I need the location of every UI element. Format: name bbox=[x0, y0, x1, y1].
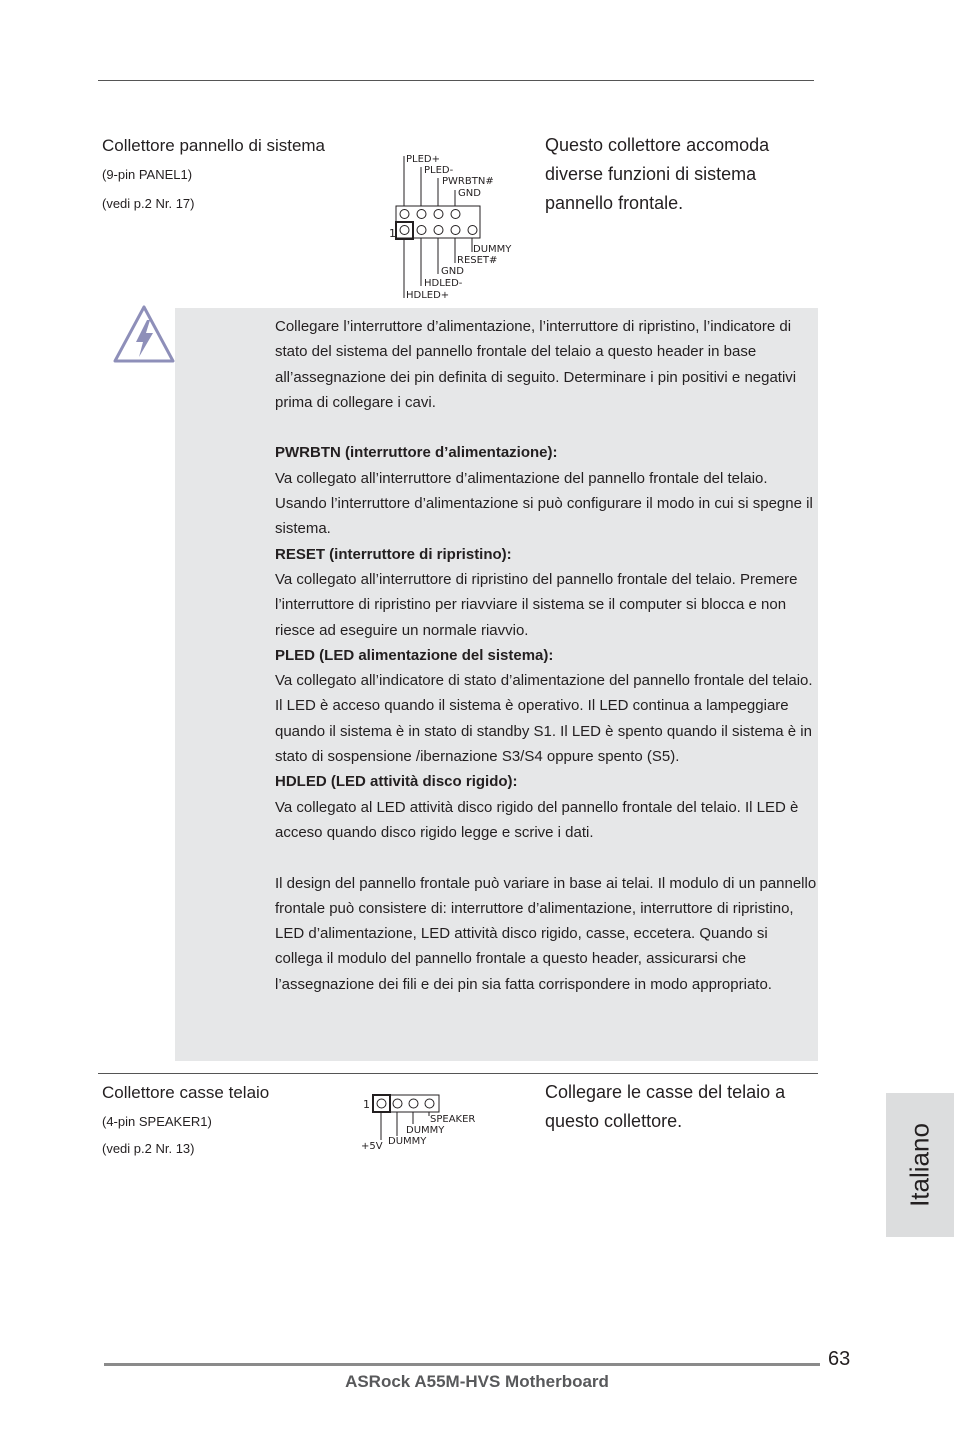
speaker-label-5v: +5V bbox=[361, 1141, 383, 1152]
reset-title: RESET (interruttore di ripristino): bbox=[275, 545, 512, 563]
pled-title: PLED (LED alimentazione del sistema): bbox=[275, 646, 554, 664]
diagram-label-hdled-minus: HDLED- bbox=[424, 278, 463, 289]
pled-text: Va collegato all’indicatore di stato d’alimentazione del pannello frontale del telaio. Il LED è acceso quando il sistema è operativo. Il LED continua a lampeggiare quando il sistema è in stato di standby S1. Il LED è spento quando il sistema è in stato di sospensione /ibernazione S3/S4 oppure spento (S5). bbox=[275, 672, 813, 766]
diagram-label-dummy: DUMMY bbox=[473, 244, 512, 255]
reset-text: Va collegato all’interruttore di ripristino del pannello frontale del telaio. Premere l’interruttore di ripristino per riavviare il sistema se il computer si blocca e non riesce ad eseguire un normale riavvio. bbox=[275, 570, 798, 639]
speaker-header-pin-info: (4-pin SPEAKER1) bbox=[102, 1114, 212, 1129]
speaker-pin-diagram bbox=[360, 1092, 490, 1154]
panel-header-description: Questo collettore accomoda diverse funzioni di sistema pannello frontale. bbox=[545, 135, 770, 213]
speaker-label-dummy-2: DUMMY bbox=[388, 1136, 427, 1147]
page-number: 63 bbox=[828, 1348, 851, 1370]
speaker-header-title: Collettore casse telaio bbox=[102, 1083, 270, 1102]
diagram-label-pled-plus: PLED+ bbox=[406, 154, 440, 165]
section-divider bbox=[98, 1073, 818, 1074]
hdled-text: Va collegato al LED attività disco rigido del pannello frontale del telaio. Il LED è acceso quando disco rigido legge e scrive i dati. bbox=[275, 798, 799, 841]
panel-pin-diagram bbox=[386, 148, 526, 304]
diagram-label-gnd-top: GND bbox=[458, 188, 481, 199]
pwrbtn-title: PWRBTN (interruttore d’alimentazione): bbox=[275, 444, 558, 462]
note-intro: Collegare l’interruttore d’alimentazione, l’interruttore di ripristino, l’indicatore di stato del sistema del pannello frontale del telaio a questo header in base all’assegnazione dei pin definita di seguito. Determinare i pin positivi e negativi prima di collegare i cavi. bbox=[275, 318, 797, 411]
speaker-label-speaker: SPEAKER bbox=[430, 1114, 476, 1125]
diagram-pin1-label: 1 bbox=[389, 227, 396, 240]
warning-lightning-icon bbox=[112, 304, 176, 364]
speaker-pin1-label: 1 bbox=[363, 1098, 370, 1111]
speaker-header-description: Collegare le casse del telaio a questo collettore. bbox=[545, 1082, 786, 1131]
diagram-label-pled-minus: PLED- bbox=[424, 165, 454, 176]
panel-header-title: Collettore pannello di sistema bbox=[102, 136, 326, 155]
note-text bbox=[275, 314, 817, 997]
note-closing: Il design del pannello frontale può variare in base ai telai. Il modulo di un pannello frontale può consistere di: interruttore d’alimentazione, interruttore di ripristino, LED d’alimentazione, LED attività disco rigido, casse, eccetera. Quando si collega il modulo del pannello frontale a questo header, assicurarsi che l’assegnazione dei fili e dei pin sia fatta corrispondere in modo appropriato. bbox=[275, 874, 817, 993]
panel-header-pin-info: (9-pin PANEL1) bbox=[102, 167, 193, 182]
language-tab-label: Italiano bbox=[904, 1123, 935, 1207]
pwrbtn-text: Va collegato all’interruttore d’alimentazione del pannello frontale del telaio. Usando l’interruttore d’alimentazione si può configurare il modo in cui si spegne il sistema. bbox=[275, 469, 813, 538]
diagram-label-gnd-bottom: GND bbox=[441, 266, 464, 277]
diagram-label-hdled-plus: HDLED+ bbox=[406, 290, 450, 301]
panel-header-ref: (vedi p.2 Nr. 17) bbox=[102, 196, 195, 211]
footer-divider bbox=[104, 1363, 820, 1366]
speaker-label-dummy-1: DUMMY bbox=[406, 1125, 445, 1136]
hdled-title: HDLED (LED attività disco rigido): bbox=[275, 773, 518, 791]
speaker-header-ref: (vedi p.2 Nr. 13) bbox=[102, 1141, 195, 1156]
diagram-label-pwrbtn: PWRBTN# bbox=[442, 176, 494, 187]
language-tab bbox=[886, 1093, 954, 1237]
top-divider bbox=[98, 80, 814, 81]
footer-text: ASRock A55M-HVS Motherboard bbox=[345, 1372, 609, 1391]
diagram-label-reset: RESET# bbox=[457, 255, 498, 266]
